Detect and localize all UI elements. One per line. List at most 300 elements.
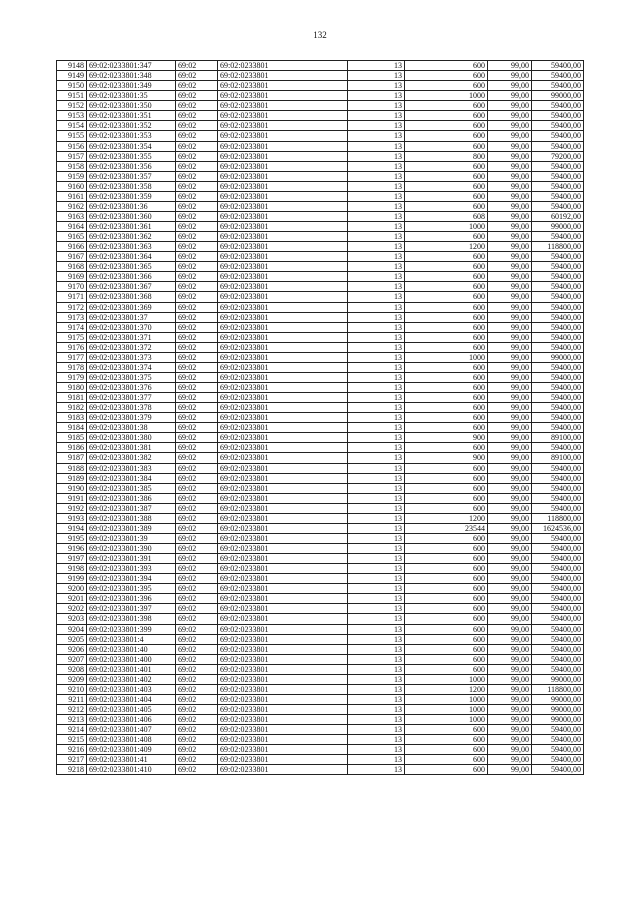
cadastral-number-cell: 69:02:0233801:35 (87, 91, 176, 101)
cadastral-value-cell: 59400,00 (532, 262, 584, 272)
cadastral-value-cell: 59400,00 (532, 191, 584, 201)
table-row (57, 232, 584, 242)
rate-cell: 99,00 (488, 745, 532, 755)
district-code-cell: 69:02 (176, 513, 218, 523)
cadastral-number-cell: 69:02:0233801:405 (87, 705, 176, 715)
quarter-number-cell: 69:02:0233801 (218, 81, 348, 91)
cadastral-value-cell: 99000,00 (532, 91, 584, 101)
cadastral-value-cell: 79200,00 (532, 151, 584, 161)
row-number-cell: 9216 (57, 745, 87, 755)
quarter-number-cell: 69:02:0233801 (218, 473, 348, 483)
cadastral-number-cell: 69:02:0233801:401 (87, 664, 176, 674)
cadastral-value-cell: 59400,00 (532, 594, 584, 604)
cadastral-value-cell: 89100,00 (532, 433, 584, 443)
quarter-number-cell: 69:02:0233801 (218, 181, 348, 191)
row-number-cell: 9160 (57, 181, 87, 191)
quarter-number-cell: 69:02:0233801 (218, 705, 348, 715)
table-row (57, 735, 584, 745)
category-cell: 13 (348, 232, 405, 242)
district-code-cell: 69:02 (176, 121, 218, 131)
cadastral-number-cell: 69:02:0233801:380 (87, 433, 176, 443)
table-row (57, 644, 584, 654)
row-number-cell: 9175 (57, 332, 87, 342)
row-number-cell: 9173 (57, 312, 87, 322)
quarter-number-cell: 69:02:0233801 (218, 604, 348, 614)
cadastral-value-cell: 59400,00 (532, 71, 584, 81)
district-code-cell: 69:02 (176, 483, 218, 493)
quarter-number-cell: 69:02:0233801 (218, 503, 348, 513)
cadastral-value-cell: 99000,00 (532, 694, 584, 704)
area-cell: 600 (405, 624, 488, 634)
row-number-cell: 9176 (57, 342, 87, 352)
area-cell: 600 (405, 372, 488, 382)
category-cell: 13 (348, 393, 405, 403)
area-cell: 600 (405, 252, 488, 262)
quarter-number-cell: 69:02:0233801 (218, 383, 348, 393)
category-cell: 13 (348, 443, 405, 453)
cadastral-value-cell: 59400,00 (532, 745, 584, 755)
table-row (57, 745, 584, 755)
cadastral-value-cell: 59400,00 (532, 161, 584, 171)
category-cell: 13 (348, 302, 405, 312)
category-cell: 13 (348, 644, 405, 654)
rate-cell: 99,00 (488, 624, 532, 634)
cadastral-number-cell: 69:02:0233801:389 (87, 523, 176, 533)
district-code-cell: 69:02 (176, 61, 218, 71)
row-number-cell: 9205 (57, 634, 87, 644)
category-cell: 13 (348, 735, 405, 745)
table-row (57, 61, 584, 71)
area-cell: 600 (405, 131, 488, 141)
quarter-number-cell: 69:02:0233801 (218, 262, 348, 272)
rate-cell: 99,00 (488, 191, 532, 201)
row-number-cell: 9169 (57, 272, 87, 282)
area-cell: 1200 (405, 242, 488, 252)
area-cell: 600 (405, 181, 488, 191)
row-number-cell: 9167 (57, 252, 87, 262)
rate-cell: 99,00 (488, 242, 532, 252)
area-cell: 600 (405, 503, 488, 513)
area-cell: 600 (405, 644, 488, 654)
quarter-number-cell: 69:02:0233801 (218, 232, 348, 242)
row-number-cell: 9171 (57, 292, 87, 302)
quarter-number-cell: 69:02:0233801 (218, 201, 348, 211)
district-code-cell: 69:02 (176, 584, 218, 594)
rate-cell: 99,00 (488, 342, 532, 352)
district-code-cell: 69:02 (176, 362, 218, 372)
cadastral-number-cell: 69:02:0233801:359 (87, 191, 176, 201)
table-row (57, 262, 584, 272)
rate-cell: 99,00 (488, 372, 532, 382)
quarter-number-cell: 69:02:0233801 (218, 151, 348, 161)
district-code-cell: 69:02 (176, 544, 218, 554)
area-cell: 900 (405, 433, 488, 443)
area-cell: 23544 (405, 523, 488, 533)
quarter-number-cell: 69:02:0233801 (218, 302, 348, 312)
cadastral-value-cell: 60192,00 (532, 211, 584, 221)
rate-cell: 99,00 (488, 111, 532, 121)
area-cell: 600 (405, 483, 488, 493)
area-cell: 600 (405, 564, 488, 574)
category-cell: 13 (348, 554, 405, 564)
rate-cell: 99,00 (488, 201, 532, 211)
row-number-cell: 9185 (57, 433, 87, 443)
cadastral-value-cell: 59400,00 (532, 503, 584, 513)
rate-cell: 99,00 (488, 634, 532, 644)
area-cell: 600 (405, 654, 488, 664)
table-row (57, 624, 584, 634)
quarter-number-cell: 69:02:0233801 (218, 61, 348, 71)
area-cell: 1200 (405, 684, 488, 694)
table-row (57, 151, 584, 161)
rate-cell: 99,00 (488, 654, 532, 664)
category-cell: 13 (348, 161, 405, 171)
area-cell: 900 (405, 453, 488, 463)
rate-cell: 99,00 (488, 352, 532, 362)
quarter-number-cell: 69:02:0233801 (218, 644, 348, 654)
category-cell: 13 (348, 423, 405, 433)
quarter-number-cell: 69:02:0233801 (218, 362, 348, 372)
area-cell: 600 (405, 594, 488, 604)
area-cell: 600 (405, 322, 488, 332)
category-cell: 13 (348, 513, 405, 523)
district-code-cell: 69:02 (176, 755, 218, 765)
category-cell: 13 (348, 544, 405, 554)
table-row (57, 564, 584, 574)
table-row (57, 684, 584, 694)
cadastral-number-cell: 69:02:0233801:349 (87, 81, 176, 91)
category-cell: 13 (348, 715, 405, 725)
quarter-number-cell: 69:02:0233801 (218, 413, 348, 423)
row-number-cell: 9215 (57, 735, 87, 745)
category-cell: 13 (348, 352, 405, 362)
cadastral-number-cell: 69:02:0233801:358 (87, 181, 176, 191)
cadastral-number-cell: 69:02:0233801:347 (87, 61, 176, 71)
cadastral-number-cell: 69:02:0233801:393 (87, 564, 176, 574)
district-code-cell: 69:02 (176, 81, 218, 91)
cadastral-value-cell: 59400,00 (532, 332, 584, 342)
row-number-cell: 9210 (57, 684, 87, 694)
district-code-cell: 69:02 (176, 735, 218, 745)
cadastral-number-cell: 69:02:0233801:350 (87, 101, 176, 111)
rate-cell: 99,00 (488, 604, 532, 614)
cadastral-value-cell: 59400,00 (532, 735, 584, 745)
table-row (57, 191, 584, 201)
quarter-number-cell: 69:02:0233801 (218, 242, 348, 252)
quarter-number-cell: 69:02:0233801 (218, 614, 348, 624)
rate-cell: 99,00 (488, 523, 532, 533)
cadastral-value-cell: 99000,00 (532, 715, 584, 725)
row-number-cell: 9159 (57, 171, 87, 181)
quarter-number-cell: 69:02:0233801 (218, 483, 348, 493)
row-number-cell: 9187 (57, 453, 87, 463)
rate-cell: 99,00 (488, 413, 532, 423)
cadastral-value-cell: 59400,00 (532, 574, 584, 584)
quarter-number-cell: 69:02:0233801 (218, 131, 348, 141)
table-row (57, 201, 584, 211)
row-number-cell: 9150 (57, 81, 87, 91)
rate-cell: 99,00 (488, 755, 532, 765)
district-code-cell: 69:02 (176, 634, 218, 644)
area-cell: 600 (405, 101, 488, 111)
area-cell: 600 (405, 71, 488, 81)
cadastral-number-cell: 69:02:0233801:410 (87, 765, 176, 775)
quarter-number-cell: 69:02:0233801 (218, 342, 348, 352)
category-cell: 13 (348, 171, 405, 181)
category-cell: 13 (348, 262, 405, 272)
area-cell: 600 (405, 141, 488, 151)
cadastral-number-cell: 69:02:0233801:398 (87, 614, 176, 624)
category-cell: 13 (348, 705, 405, 715)
table-row (57, 453, 584, 463)
area-cell: 800 (405, 151, 488, 161)
cadastral-number-cell: 69:02:0233801:397 (87, 604, 176, 614)
category-cell: 13 (348, 745, 405, 755)
rate-cell: 99,00 (488, 262, 532, 272)
area-cell: 600 (405, 111, 488, 121)
cadastral-value-cell: 59400,00 (532, 554, 584, 564)
table-row (57, 443, 584, 453)
quarter-number-cell: 69:02:0233801 (218, 694, 348, 704)
cadastral-value-cell: 59400,00 (532, 393, 584, 403)
district-code-cell: 69:02 (176, 222, 218, 232)
cadastral-value-cell: 59400,00 (532, 654, 584, 664)
table-body (57, 61, 584, 775)
category-cell: 13 (348, 664, 405, 674)
rate-cell: 99,00 (488, 664, 532, 674)
row-number-cell: 9148 (57, 61, 87, 71)
rate-cell: 99,00 (488, 91, 532, 101)
district-code-cell: 69:02 (176, 745, 218, 755)
rate-cell: 99,00 (488, 715, 532, 725)
cadastral-number-cell: 69:02:0233801:348 (87, 71, 176, 81)
cadastral-value-cell: 59400,00 (532, 383, 584, 393)
category-cell: 13 (348, 111, 405, 121)
row-number-cell: 9188 (57, 463, 87, 473)
category-cell: 13 (348, 292, 405, 302)
table-row (57, 433, 584, 443)
rate-cell: 99,00 (488, 403, 532, 413)
table-row (57, 181, 584, 191)
cadastral-number-cell: 69:02:0233801:409 (87, 745, 176, 755)
quarter-number-cell: 69:02:0233801 (218, 463, 348, 473)
quarter-number-cell: 69:02:0233801 (218, 423, 348, 433)
rate-cell: 99,00 (488, 513, 532, 523)
cadastral-number-cell: 69:02:0233801:39 (87, 533, 176, 543)
row-number-cell: 9161 (57, 191, 87, 201)
cadastral-value-cell: 89100,00 (532, 453, 584, 463)
table-row (57, 161, 584, 171)
page-number: 132 (313, 30, 327, 40)
cadastral-value-cell: 59400,00 (532, 111, 584, 121)
cadastral-value-cell: 59400,00 (532, 533, 584, 543)
cadastral-number-cell: 69:02:0233801:372 (87, 342, 176, 352)
table-row (57, 352, 584, 362)
district-code-cell: 69:02 (176, 352, 218, 362)
district-code-cell: 69:02 (176, 403, 218, 413)
table-row (57, 423, 584, 433)
row-number-cell: 9174 (57, 322, 87, 332)
quarter-number-cell: 69:02:0233801 (218, 493, 348, 503)
district-code-cell: 69:02 (176, 181, 218, 191)
table-row (57, 292, 584, 302)
quarter-number-cell: 69:02:0233801 (218, 654, 348, 664)
cadastral-number-cell: 69:02:0233801:364 (87, 252, 176, 262)
category-cell: 13 (348, 403, 405, 413)
table-row (57, 654, 584, 664)
quarter-number-cell: 69:02:0233801 (218, 352, 348, 362)
category-cell: 13 (348, 181, 405, 191)
row-number-cell: 9177 (57, 352, 87, 362)
table-row (57, 674, 584, 684)
cadastral-number-cell: 69:02:0233801:375 (87, 372, 176, 382)
district-code-cell: 69:02 (176, 211, 218, 221)
row-number-cell: 9154 (57, 121, 87, 131)
table-row (57, 121, 584, 131)
quarter-number-cell: 69:02:0233801 (218, 211, 348, 221)
cadastral-value-cell: 59400,00 (532, 755, 584, 765)
cadastral-value-cell: 59400,00 (532, 181, 584, 191)
quarter-number-cell: 69:02:0233801 (218, 554, 348, 564)
table-row (57, 574, 584, 584)
district-code-cell: 69:02 (176, 624, 218, 634)
quarter-number-cell: 69:02:0233801 (218, 282, 348, 292)
area-cell: 600 (405, 383, 488, 393)
area-cell: 600 (405, 312, 488, 322)
cadastral-number-cell: 69:02:0233801:374 (87, 362, 176, 372)
cadastral-number-cell: 69:02:0233801:402 (87, 674, 176, 684)
cadastral-number-cell: 69:02:0233801:366 (87, 272, 176, 282)
cadastral-value-cell: 59400,00 (532, 121, 584, 131)
category-cell: 13 (348, 121, 405, 131)
area-cell: 600 (405, 725, 488, 735)
cadastral-value-cell: 99000,00 (532, 705, 584, 715)
row-number-cell: 9206 (57, 644, 87, 654)
category-cell: 13 (348, 372, 405, 382)
cadastral-value-cell: 59400,00 (532, 634, 584, 644)
cadastral-value-cell: 59400,00 (532, 342, 584, 352)
cadastral-value-cell: 99000,00 (532, 352, 584, 362)
area-cell: 600 (405, 302, 488, 312)
category-cell: 13 (348, 614, 405, 624)
category-cell: 13 (348, 71, 405, 81)
cadastral-number-cell: 69:02:0233801:377 (87, 393, 176, 403)
table-row (57, 141, 584, 151)
cadastral-value-cell: 59400,00 (532, 141, 584, 151)
table-row (57, 533, 584, 543)
quarter-number-cell: 69:02:0233801 (218, 433, 348, 443)
quarter-number-cell: 69:02:0233801 (218, 322, 348, 332)
table-row (57, 483, 584, 493)
district-code-cell: 69:02 (176, 312, 218, 322)
cadastral-number-cell: 69:02:0233801:363 (87, 242, 176, 252)
quarter-number-cell: 69:02:0233801 (218, 594, 348, 604)
table-row (57, 131, 584, 141)
category-cell: 13 (348, 383, 405, 393)
rate-cell: 99,00 (488, 282, 532, 292)
row-number-cell: 9203 (57, 614, 87, 624)
table-row (57, 634, 584, 644)
cadastral-value-cell: 59400,00 (532, 564, 584, 574)
category-cell: 13 (348, 91, 405, 101)
quarter-number-cell: 69:02:0233801 (218, 111, 348, 121)
area-cell: 600 (405, 292, 488, 302)
row-number-cell: 9168 (57, 262, 87, 272)
row-number-cell: 9179 (57, 372, 87, 382)
area-cell: 600 (405, 765, 488, 775)
area-cell: 600 (405, 473, 488, 483)
rate-cell: 99,00 (488, 483, 532, 493)
area-cell: 600 (405, 544, 488, 554)
area-cell: 1000 (405, 674, 488, 684)
cadastral-number-cell: 69:02:0233801:387 (87, 503, 176, 513)
cadastral-number-cell: 69:02:0233801:390 (87, 544, 176, 554)
category-cell: 13 (348, 755, 405, 765)
category-cell: 13 (348, 362, 405, 372)
cadastral-number-cell: 69:02:0233801:388 (87, 513, 176, 523)
category-cell: 13 (348, 463, 405, 473)
rate-cell: 99,00 (488, 473, 532, 483)
rate-cell: 99,00 (488, 312, 532, 322)
rate-cell: 99,00 (488, 252, 532, 262)
district-code-cell: 69:02 (176, 554, 218, 564)
district-code-cell: 69:02 (176, 715, 218, 725)
quarter-number-cell: 69:02:0233801 (218, 513, 348, 523)
quarter-number-cell: 69:02:0233801 (218, 453, 348, 463)
district-code-cell: 69:02 (176, 302, 218, 312)
district-code-cell: 69:02 (176, 725, 218, 735)
cadastral-value-cell: 59400,00 (532, 664, 584, 674)
district-code-cell: 69:02 (176, 151, 218, 161)
table-row (57, 302, 584, 312)
cadastral-value-cell: 59400,00 (532, 201, 584, 211)
district-code-cell: 69:02 (176, 694, 218, 704)
cadastral-value-cell: 59400,00 (532, 725, 584, 735)
cadastral-value-cell: 59400,00 (532, 473, 584, 483)
row-number-cell: 9166 (57, 242, 87, 252)
table-row (57, 544, 584, 554)
area-cell: 600 (405, 362, 488, 372)
table-row (57, 604, 584, 614)
rate-cell: 99,00 (488, 383, 532, 393)
cadastral-value-cell: 1624536,00 (532, 523, 584, 533)
area-cell: 600 (405, 262, 488, 272)
district-code-cell: 69:02 (176, 574, 218, 584)
area-cell: 600 (405, 342, 488, 352)
category-cell: 13 (348, 473, 405, 483)
rate-cell: 99,00 (488, 332, 532, 342)
table-row (57, 584, 584, 594)
category-cell: 13 (348, 332, 405, 342)
rate-cell: 99,00 (488, 614, 532, 624)
cadastral-value-cell: 59400,00 (532, 131, 584, 141)
quarter-number-cell: 69:02:0233801 (218, 725, 348, 735)
cadastral-number-cell: 69:02:0233801:406 (87, 715, 176, 725)
cadastral-number-cell: 69:02:0233801:40 (87, 644, 176, 654)
category-cell: 13 (348, 533, 405, 543)
row-number-cell: 9204 (57, 624, 87, 634)
quarter-number-cell: 69:02:0233801 (218, 765, 348, 775)
district-code-cell: 69:02 (176, 111, 218, 121)
rate-cell: 99,00 (488, 222, 532, 232)
area-cell: 600 (405, 755, 488, 765)
area-cell: 600 (405, 171, 488, 181)
quarter-number-cell: 69:02:0233801 (218, 564, 348, 574)
table-row (57, 332, 584, 342)
table-row (57, 71, 584, 81)
quarter-number-cell: 69:02:0233801 (218, 745, 348, 755)
cadastral-number-cell: 69:02:0233801:386 (87, 493, 176, 503)
